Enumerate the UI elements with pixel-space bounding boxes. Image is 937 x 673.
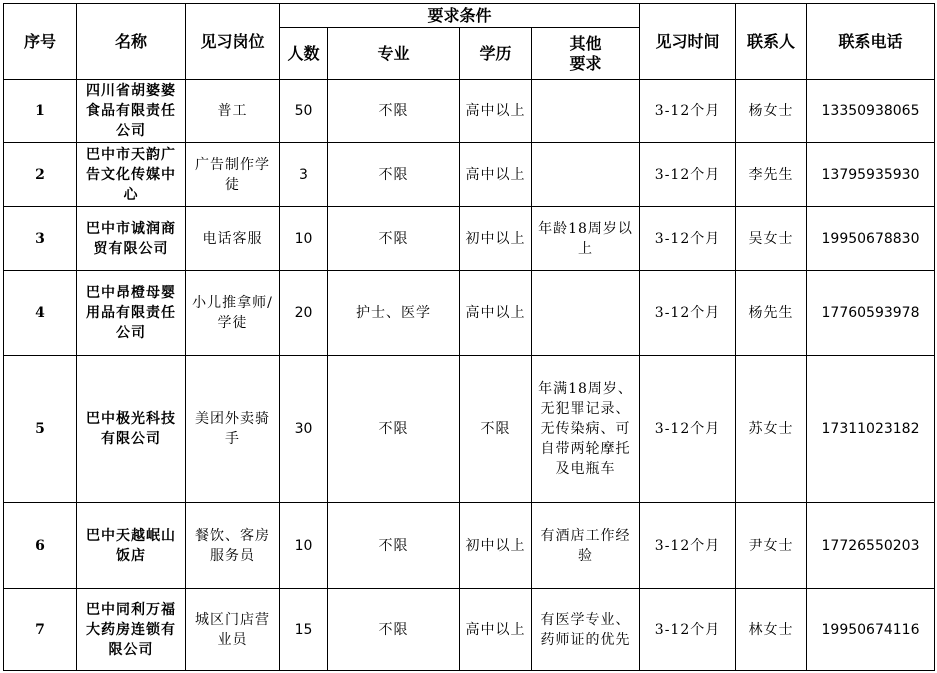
cell-major: 不限 <box>328 589 460 671</box>
cell-name: 巴中市诚润商贸有限公司 <box>77 207 186 271</box>
table-row <box>4 271 935 356</box>
cell-count: 10 <box>280 503 328 589</box>
cell-name: 巴中同利万福大药房连锁有限公司 <box>77 589 186 671</box>
cell-seq: 4 <box>4 271 77 356</box>
cell-name: 巴中天越岷山饭店 <box>77 503 186 589</box>
cell-name: 四川省胡婆婆食品有限责任公司 <box>77 80 186 143</box>
cell-major: 不限 <box>328 503 460 589</box>
cell-duration: 3-12个月 <box>640 80 736 143</box>
cell-education: 高中以上 <box>460 143 532 207</box>
cell-education: 高中以上 <box>460 271 532 356</box>
table-row <box>4 503 935 589</box>
cell-duration: 3-12个月 <box>640 356 736 503</box>
cell-education: 初中以上 <box>460 503 532 589</box>
header-major: 专业 <box>328 28 460 80</box>
cell-count: 15 <box>280 589 328 671</box>
cell-contact: 杨先生 <box>736 271 807 356</box>
cell-count: 30 <box>280 356 328 503</box>
cell-contact: 苏女士 <box>736 356 807 503</box>
cell-contact: 吴女士 <box>736 207 807 271</box>
cell-count: 20 <box>280 271 328 356</box>
cell-phone: 19950674116 <box>807 589 935 671</box>
cell-major: 护士、医学 <box>328 271 460 356</box>
cell-education: 不限 <box>460 356 532 503</box>
internship-table <box>3 3 935 671</box>
header-contact: 联系人 <box>736 4 807 80</box>
header-name: 名称 <box>77 4 186 80</box>
cell-count: 50 <box>280 80 328 143</box>
cell-other <box>532 271 640 356</box>
cell-phone: 13795935930 <box>807 143 935 207</box>
table-row <box>4 207 935 271</box>
cell-seq: 1 <box>4 80 77 143</box>
cell-duration: 3-12个月 <box>640 143 736 207</box>
table-row <box>4 589 935 671</box>
header-other: 其他 要求 <box>532 28 640 80</box>
header-duration: 见习时间 <box>640 4 736 80</box>
cell-other <box>532 80 640 143</box>
cell-phone: 17726550203 <box>807 503 935 589</box>
cell-major: 不限 <box>328 80 460 143</box>
table-row <box>4 143 935 207</box>
header-requirements: 要求条件 <box>280 4 640 28</box>
cell-position: 小儿推拿师/学徒 <box>186 271 280 356</box>
cell-phone: 17311023182 <box>807 356 935 503</box>
cell-major: 不限 <box>328 143 460 207</box>
header-phone: 联系电话 <box>807 4 935 80</box>
cell-major: 不限 <box>328 356 460 503</box>
cell-seq: 7 <box>4 589 77 671</box>
cell-count: 10 <box>280 207 328 271</box>
cell-seq: 2 <box>4 143 77 207</box>
cell-phone: 13350938065 <box>807 80 935 143</box>
cell-name: 巴中市天韵广告文化传媒中心 <box>77 143 186 207</box>
header-education: 学历 <box>460 28 532 80</box>
cell-duration: 3-12个月 <box>640 207 736 271</box>
cell-count: 3 <box>280 143 328 207</box>
cell-duration: 3-12个月 <box>640 589 736 671</box>
cell-education: 高中以上 <box>460 80 532 143</box>
table-row <box>4 356 935 503</box>
cell-phone: 17760593978 <box>807 271 935 356</box>
header-position: 见习岗位 <box>186 4 280 80</box>
header-seq: 序号 <box>4 4 77 80</box>
cell-duration: 3-12个月 <box>640 271 736 356</box>
cell-seq: 5 <box>4 356 77 503</box>
cell-education: 初中以上 <box>460 207 532 271</box>
cell-phone: 19950678830 <box>807 207 935 271</box>
cell-position: 电话客服 <box>186 207 280 271</box>
cell-contact: 尹女士 <box>736 503 807 589</box>
cell-position: 城区门店营业员 <box>186 589 280 671</box>
cell-other <box>532 143 640 207</box>
cell-contact: 林女士 <box>736 589 807 671</box>
header-row-1 <box>4 4 935 28</box>
cell-position: 普工 <box>186 80 280 143</box>
cell-contact: 杨女士 <box>736 80 807 143</box>
cell-seq: 3 <box>4 207 77 271</box>
cell-position: 餐饮、客房服务员 <box>186 503 280 589</box>
cell-duration: 3-12个月 <box>640 503 736 589</box>
cell-position: 广告制作学徒 <box>186 143 280 207</box>
cell-contact: 李先生 <box>736 143 807 207</box>
cell-other: 年龄18周岁以上 <box>532 207 640 271</box>
cell-other: 年满18周岁、无犯罪记录、无传染病、可自带两轮摩托及电瓶车 <box>532 356 640 503</box>
cell-other: 有医学专业、药师证的优先 <box>532 589 640 671</box>
cell-other: 有酒店工作经验 <box>532 503 640 589</box>
cell-major: 不限 <box>328 207 460 271</box>
cell-education: 高中以上 <box>460 589 532 671</box>
cell-name: 巴中极光科技有限公司 <box>77 356 186 503</box>
table-row <box>4 80 935 143</box>
cell-seq: 6 <box>4 503 77 589</box>
cell-position: 美团外卖骑手 <box>186 356 280 503</box>
header-count: 人数 <box>280 28 328 80</box>
cell-name: 巴中昂橙母婴用品有限责任公司 <box>77 271 186 356</box>
